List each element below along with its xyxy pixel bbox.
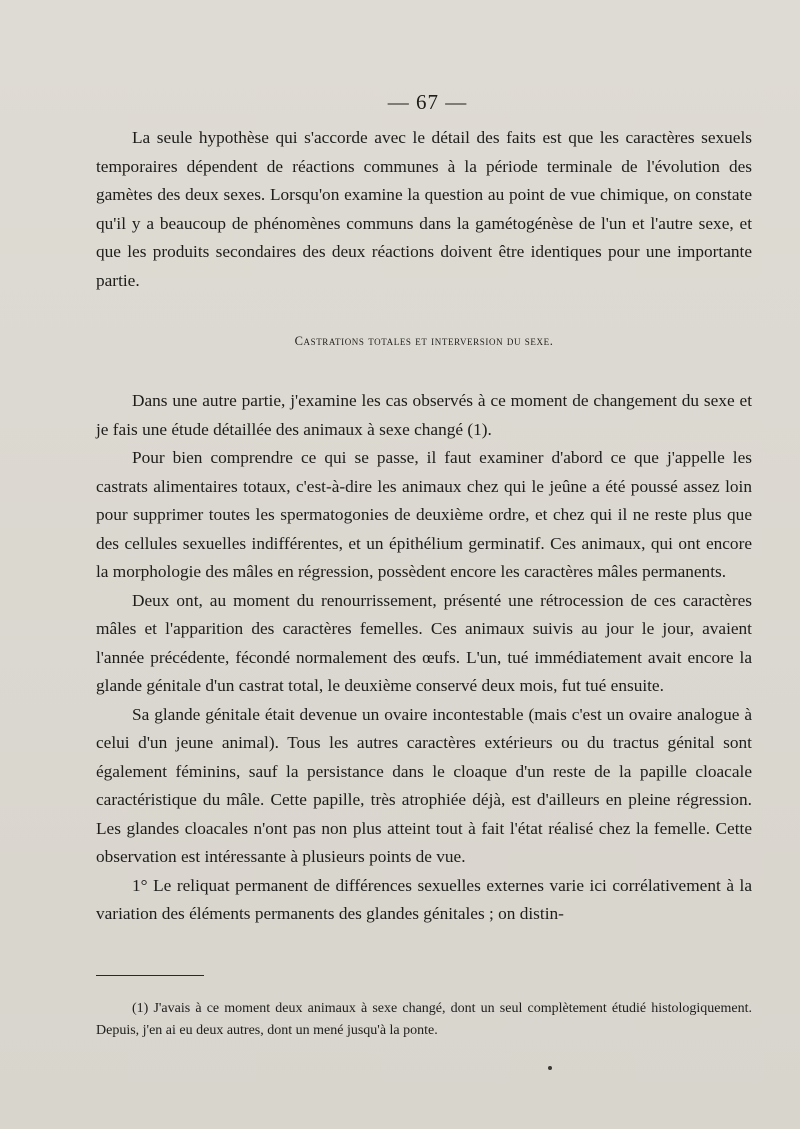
paragraph-6: 1° Le reliquat permanent de différences sexuelles externes varie ici corrélativement à la variation des éléments permanents des glandes génitales ; on distin- xyxy=(96,875,752,923)
paragraph-4: Deux ont, au moment du renourrissement, présenté une rétrocession de ces caractères mâles et l'apparition des caractères femelles. Ces animaux suivis au jour le jour, avaient l'année précédente, fécondé normalement des œufs. L'un, tué immédiatement avait encore la glande génitale d'un castrat total, le deuxième conservé deux mois, fut tué ensuite. xyxy=(96,590,752,695)
paragraph-3: Pour bien comprendre ce qui se passe, il faut examiner d'abord ce que j'appelle les castrats alimentaires totaux, c'est-à-dire les animaux chez qui le jeûne a été poussé assez loin pour supprimer toutes les spermatogonies de deuxième ordre, et chez qui il ne reste plus que des cellules sexuelles indifférentes, et un épithélium germinatif. Ces animaux, qui ont encore la morphologie des mâles en régression, possèdent encore les caractères mâles permanents. xyxy=(96,448,752,581)
print-speck xyxy=(548,1066,552,1070)
paragraph-2: Dans une autre partie, j'examine les cas observés à ce moment de changement du sexe et je fais une étude détaillée des animaux à sexe changé (1). xyxy=(96,391,752,439)
page-number: — 67 — xyxy=(387,90,468,114)
paragraph-5: Sa glande génitale était devenue un ovaire incontestable (mais c'est un ovaire analogue à celui d'un jeune animal). Tous les autres caractères extérieurs ou du tractus génital sont également féminins, sauf la persistance dans le cloaque d'un reste de la papille cloacale caractéristique du mâle. Cette papille, très atrophiée déjà, est d'ailleurs en pleine régression. Les glandes cloacales n'ont pas non plus atteint tout à fait l'état réalisé chez la femelle. Cette observation est intéressante à plusieurs points de vue. xyxy=(96,704,752,866)
footnote-divider xyxy=(96,975,204,976)
footnote xyxy=(96,998,752,1042)
paragraph-1: La seule hypothèse qui s'accorde avec le détail des faits est que les caractères sexuels temporaires dépendent de réactions communes à la période terminale de l'évolution des gamètes des deux sexes. Lorsqu'on examine la question au point de vue chimique, on constate qu'il y a beaucoup de phénomènes communs dans la gamétogénèse de l'un et l'autre sexe, et que les produits secondaires des deux réactions doivent être identiques pour une importante partie. xyxy=(96,128,752,290)
footnote-text: (1) J'avais à ce moment deux animaux à sexe changé, dont un seul complètement étudié histologiquement. Depuis, j'en ai eu deux autres, dont un mené jusqu'à la ponte. xyxy=(96,1001,752,1038)
section-heading xyxy=(96,331,752,351)
main-text xyxy=(96,124,752,929)
section-heading-text: Castrations totales et interversion du sexe. xyxy=(294,334,554,348)
